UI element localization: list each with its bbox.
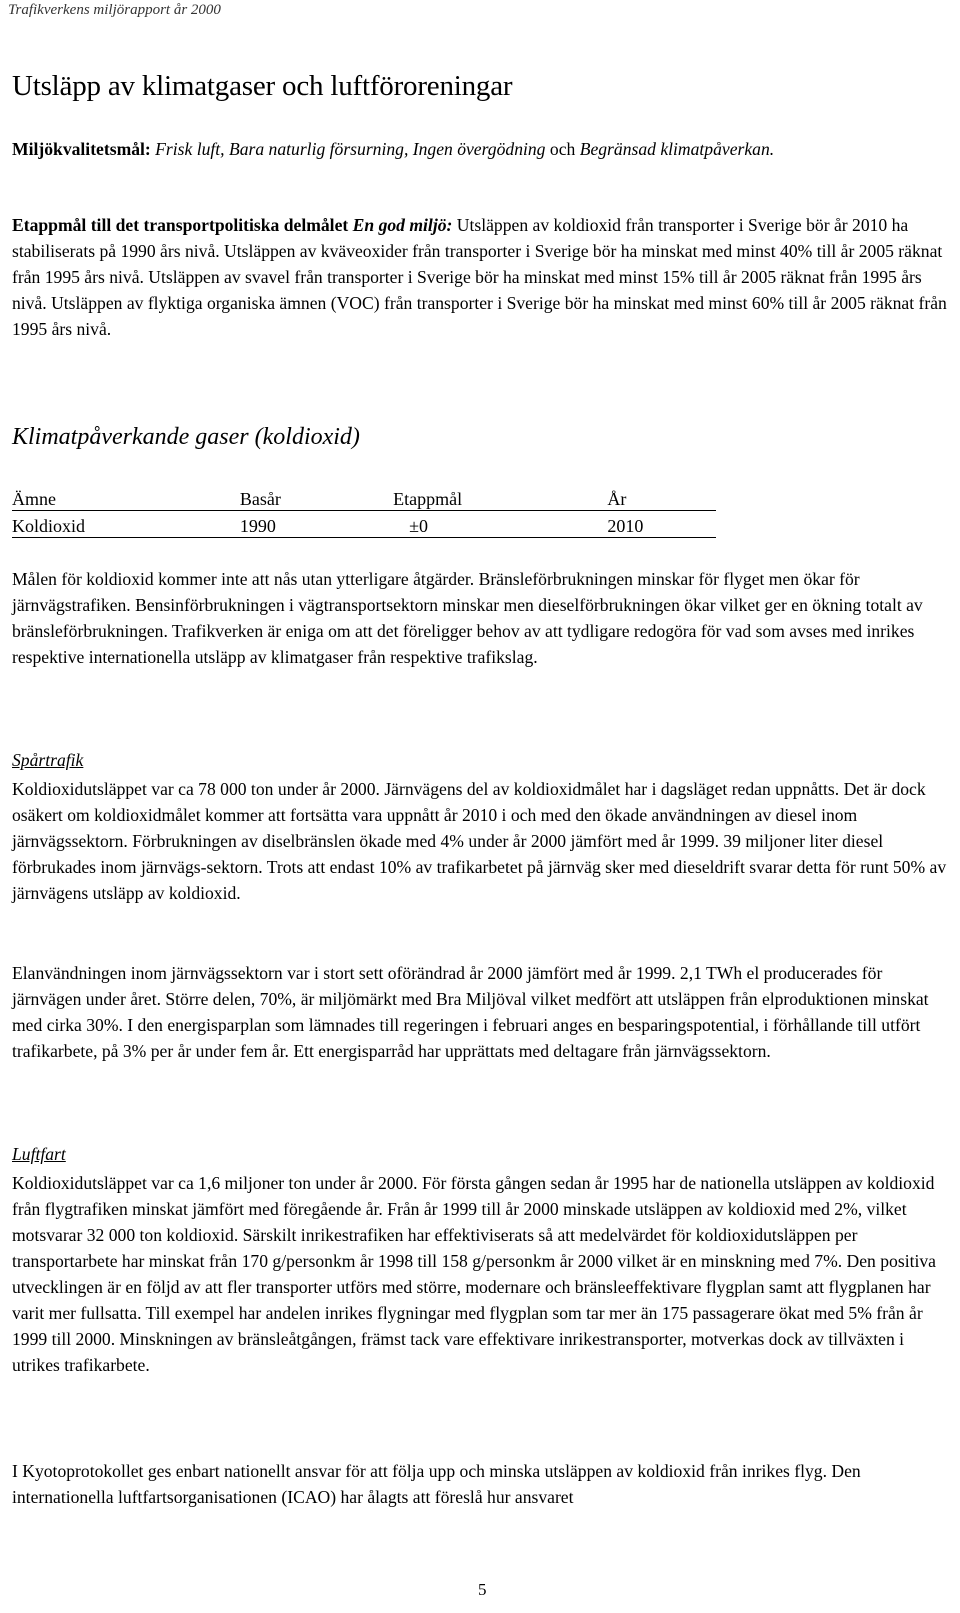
aviation-paragraph-1: Koldioxidutsläppet var ca 1,6 miljoner ton under år 2000. För första gången sedan år 1995 har de nationella utsläppen av koldioxid från flygtrafiken minskat jämfört med föregående år. Från år 1999 till år 2000 minskade utsläppen av koldioxid med 2%, vilket motsvarar 32 000 ton koldioxid. Särskilt inrikestrafiken har effektiviserats så att medelvärdet för koldioxidutsläppen per transportarbete har minskat från 170 g/personkm år 1998 till 158 g/personkm år 2000 vilket är en minskning med 7%. Den positiva utvecklingen är en följd av att fler transporter utförs med större, modernare och bränsleeffektivare flygplan samt att flygplanen har varit mer fullsatta. Till exempel har andelen inrikes flygningar med flygplan som tar mer än 175 passagerare ökat med 5% från år 1999 till 2000. Minskningen av bränsleåtgången, främst tack vare effektivare inrikestransporter, motverkas dock av tillväxten i utrikes trafikarbete. [12, 1173, 936, 1375]
milestone-subgoal: En god miljö: [352, 215, 453, 235]
rail-heading: Spårtrafik [12, 750, 84, 770]
table-header-row [12, 484, 716, 511]
table-cell: Koldioxid [12, 511, 240, 538]
milestone-label: Etappmål till det transportpolitiska delmålet [12, 215, 349, 235]
table-row [12, 511, 716, 538]
targets-table [12, 484, 716, 538]
section-title-climate: Klimatpåverkande gaser (koldioxid) [12, 424, 360, 450]
rail-paragraph-1: Koldioxidutsläppet var ca 78 000 ton under år 2000. Järnvägens del av koldioxidmålet har i dagsläget redan uppnåtts. Det är dock osäkert om koldioxidmålet kommer att fortsätta vara uppnått år 2010 i och med den ökade användningen av diesel inom järnvägssektorn. Förbrukningen av diselbränslen ökade med 4% under år 2000 jämfört med år 1999. 39 miljoner liter diesel förbrukades inom järnvägs-sektorn. Trots att endast 10% av trafikarbetet på järnväg sker med dieseldrift svarar detta för runt 50% av järnvägens utsläpp av koldioxid. [12, 779, 947, 903]
quality-goals-last: Begränsad klimatpåverkan. [579, 139, 775, 159]
table-cell: ±0 [393, 511, 607, 538]
page-number: 5 [478, 1580, 487, 1599]
milestone-paragraph [12, 212, 948, 342]
quality-goals-label: Miljökvalitetsmål: [12, 139, 151, 159]
quality-goals-connector: och [549, 139, 576, 159]
table-cell: 2010 [607, 511, 716, 538]
page-title: Utsläpp av klimatgaser och luftföroreningar [12, 70, 513, 102]
aviation-paragraph-2: I Kyotoprotokollet ges enbart nationellt ansvar för att följa upp och minska utsläppen av koldioxid från inrikes flyg. Den internationella luftfartsorganisationen (ICAO) har ålagts att föreslå hur ansvaret [12, 1461, 861, 1507]
quality-goals-list: Frisk luft, Bara naturlig försurning, Ingen övergödning [155, 139, 546, 159]
quality-goals-paragraph [12, 136, 948, 162]
running-header: Trafikverkens miljörapport år 2000 [8, 2, 221, 18]
rail-paragraph-2: Elanvändningen inom järnvägssektorn var i stort sett oförändrad år 2000 jämfört med år 1999. 2,1 TWh el producerades för järnvägen under året. Större delen, 70%, är miljömärkt med Bra Miljöval vilket medfört att utsläppen från elproduktionen minskat med cirka 30%. I den energisparplan som lämnades till regeringen i februari anges en besparingspotential, i förhållande till utfört trafikarbete, på 3% per år under fem år. Ett energisparråd har upprättats med deltagare från järnvägssektorn. [12, 963, 929, 1061]
table-header-cell: År [607, 484, 716, 511]
intro-paragraph: Målen för koldioxid kommer inte att nås utan ytterligare åtgärder. Bränsleförbrukningen minskar för flyget men ökar för järnvägstrafiken. Bensinförbrukningen i vägtransportsektorn minskar men dieselförbrukningen ökar vilket ger en ökning totalt av bränsleförbrukningen. Trafikverken är eniga om att det föreligger behov av att tydligare redogöra för vad som avses med inrikes respektive internationella utsläpp av klimatgaser från respektive trafikslag. [12, 569, 923, 667]
table-header-cell: Ämne [12, 484, 240, 511]
table-header-cell: Basår [240, 484, 393, 511]
milestone-text: Utsläppen av koldioxid från transporter i Sverige bör år 2010 ha stabiliserats på 1990 års nivå. Utsläppen av kväveoxider från transporter i Sverige bör ha minskat med minst 40% till år 2005 räknat från 1995 års nivå. Utsläppen av svavel från transporter i Sverige bör ha minskat med minst 15% till år 2005 räknat från 1995 års nivå. Utsläppen av flyktiga organiska ämnen (VOC) från transporter i Sverige bör ha minskat med minst 60% till år 2005 räknat från 1995 års nivå. [12, 215, 947, 339]
table-header-cell: Etappmål [393, 484, 607, 511]
table-cell: 1990 [240, 511, 393, 538]
aviation-heading: Luftfart [12, 1144, 66, 1164]
